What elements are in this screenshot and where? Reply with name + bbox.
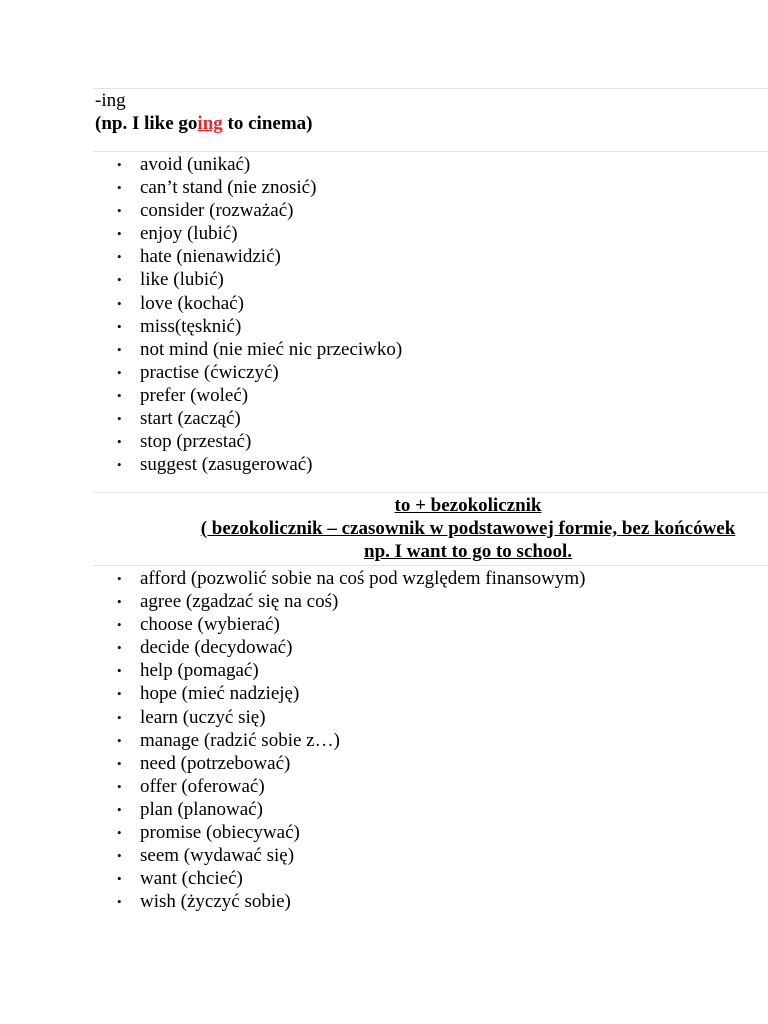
verb-text: suggest (zasugerować) bbox=[140, 454, 313, 476]
list-item bbox=[93, 338, 402, 361]
to-section-header bbox=[93, 494, 768, 563]
bullet-icon: • bbox=[117, 318, 122, 334]
bullet-icon: • bbox=[117, 594, 122, 610]
bullet-icon: • bbox=[117, 825, 122, 841]
list-item bbox=[93, 821, 586, 844]
to-verb-list bbox=[93, 567, 586, 913]
list-item bbox=[93, 636, 586, 659]
list-item bbox=[93, 315, 402, 338]
bullet-icon: • bbox=[117, 157, 122, 172]
to-section-title: to + bezokolicznik bbox=[394, 495, 542, 516]
verb-text: start (zacząć) bbox=[140, 408, 241, 430]
list-item bbox=[93, 590, 586, 613]
verb-text: love (kochać) bbox=[140, 292, 244, 314]
verb-text: need (potrzebować) bbox=[140, 752, 291, 774]
list-item bbox=[93, 798, 586, 821]
bullet-icon: • bbox=[117, 571, 122, 586]
list-item bbox=[93, 752, 586, 775]
verb-text: want (chcieć) bbox=[140, 868, 243, 890]
list-item bbox=[93, 867, 586, 890]
bullet-icon: • bbox=[117, 871, 122, 887]
list-item bbox=[93, 706, 586, 729]
bullet-icon: • bbox=[117, 203, 122, 219]
list-item bbox=[93, 245, 402, 268]
list-item bbox=[93, 222, 402, 245]
list-item bbox=[93, 176, 402, 199]
verb-text: stop (przestać) bbox=[140, 431, 252, 453]
verb-text: hope (mieć nadzieję) bbox=[140, 683, 300, 705]
verb-text: wish (życzyć sobie) bbox=[140, 891, 291, 913]
verb-text: avoid (unikać) bbox=[140, 154, 251, 175]
bullet-icon: • bbox=[117, 686, 122, 702]
bullet-icon: • bbox=[117, 272, 122, 288]
list-item bbox=[93, 729, 586, 752]
ing-example-prefix: (np. I like go bbox=[95, 113, 198, 134]
verb-text: help (pomagać) bbox=[140, 660, 259, 682]
bullet-icon: • bbox=[117, 249, 122, 265]
bullet-icon: • bbox=[117, 387, 122, 403]
bullet-icon: • bbox=[117, 640, 122, 656]
ing-header-divider bbox=[93, 151, 768, 152]
bullet-icon: • bbox=[117, 180, 122, 196]
to-header-top-divider bbox=[93, 492, 768, 493]
list-item bbox=[93, 453, 402, 476]
bullet-icon: • bbox=[117, 226, 122, 242]
verb-text: prefer (woleć) bbox=[140, 384, 249, 406]
ing-title: -ing bbox=[95, 90, 126, 111]
verb-text: consider (rozważać) bbox=[140, 200, 294, 222]
ing-label bbox=[95, 89, 312, 112]
verb-text: offer (oferować) bbox=[140, 775, 265, 797]
bullet-icon: • bbox=[117, 364, 122, 380]
list-item bbox=[93, 430, 402, 453]
verb-text: agree (zgadzać się na coś) bbox=[140, 591, 339, 613]
verb-text: miss(tęsknić) bbox=[140, 315, 242, 337]
verb-text: afford (pozwolić sobie na coś pod względem finansowym) bbox=[140, 568, 586, 589]
list-item bbox=[93, 659, 586, 682]
to-header-bottom-divider bbox=[93, 565, 768, 566]
verb-text: decide (decydować) bbox=[140, 637, 293, 659]
ing-example bbox=[95, 112, 312, 135]
list-item bbox=[93, 844, 586, 867]
bullet-icon: • bbox=[117, 295, 122, 311]
list-item bbox=[93, 153, 402, 176]
verb-text: hate (nienawidzić) bbox=[140, 246, 281, 268]
list-item bbox=[93, 384, 402, 407]
list-item bbox=[93, 268, 402, 291]
bullet-icon: • bbox=[117, 778, 122, 794]
bullet-icon: • bbox=[117, 663, 122, 679]
bullet-icon: • bbox=[117, 801, 122, 817]
bullet-icon: • bbox=[117, 434, 122, 450]
bullet-icon: • bbox=[117, 617, 122, 633]
list-item bbox=[93, 890, 586, 913]
list-item bbox=[93, 407, 402, 430]
verb-text: choose (wybierać) bbox=[140, 614, 280, 636]
list-item bbox=[93, 682, 586, 705]
verb-text: like (lubić) bbox=[140, 269, 224, 291]
list-item bbox=[93, 613, 586, 636]
bullet-icon: • bbox=[117, 755, 122, 771]
bullet-icon: • bbox=[117, 732, 122, 748]
verb-text: promise (obiecywać) bbox=[140, 822, 300, 844]
verb-text: seem (wydawać się) bbox=[140, 845, 295, 867]
ing-verb-list bbox=[93, 153, 402, 476]
bullet-icon: • bbox=[117, 341, 122, 357]
verb-text: enjoy (lubić) bbox=[140, 223, 238, 245]
to-section-example: np. I want to go to school. bbox=[364, 541, 572, 562]
list-item bbox=[93, 292, 402, 315]
verb-text: manage (radzić sobie z…) bbox=[140, 729, 340, 751]
ing-example-highlight: ing bbox=[197, 113, 223, 134]
list-item bbox=[93, 199, 402, 222]
bullet-icon: • bbox=[117, 894, 122, 910]
verb-text: learn (uczyć się) bbox=[140, 706, 266, 728]
bullet-icon: • bbox=[117, 457, 122, 473]
list-item bbox=[93, 567, 586, 590]
verb-text: not mind (nie mieć nic przeciwko) bbox=[140, 338, 403, 360]
ing-example-suffix: to cinema) bbox=[222, 113, 313, 134]
verb-text: plan (planować) bbox=[140, 798, 263, 820]
verb-text: can’t stand (nie znosić) bbox=[140, 177, 317, 199]
list-item bbox=[93, 361, 402, 384]
ing-section-header bbox=[95, 89, 312, 135]
bullet-icon: • bbox=[117, 411, 122, 427]
verb-text: practise (ćwiczyć) bbox=[140, 361, 279, 383]
list-item bbox=[93, 775, 586, 798]
to-section-definition: ( bezokolicznik – czasownik w podstawowej formie, bez końcówek bbox=[200, 518, 736, 539]
bullet-icon: • bbox=[117, 848, 122, 864]
bullet-icon: • bbox=[117, 709, 122, 725]
